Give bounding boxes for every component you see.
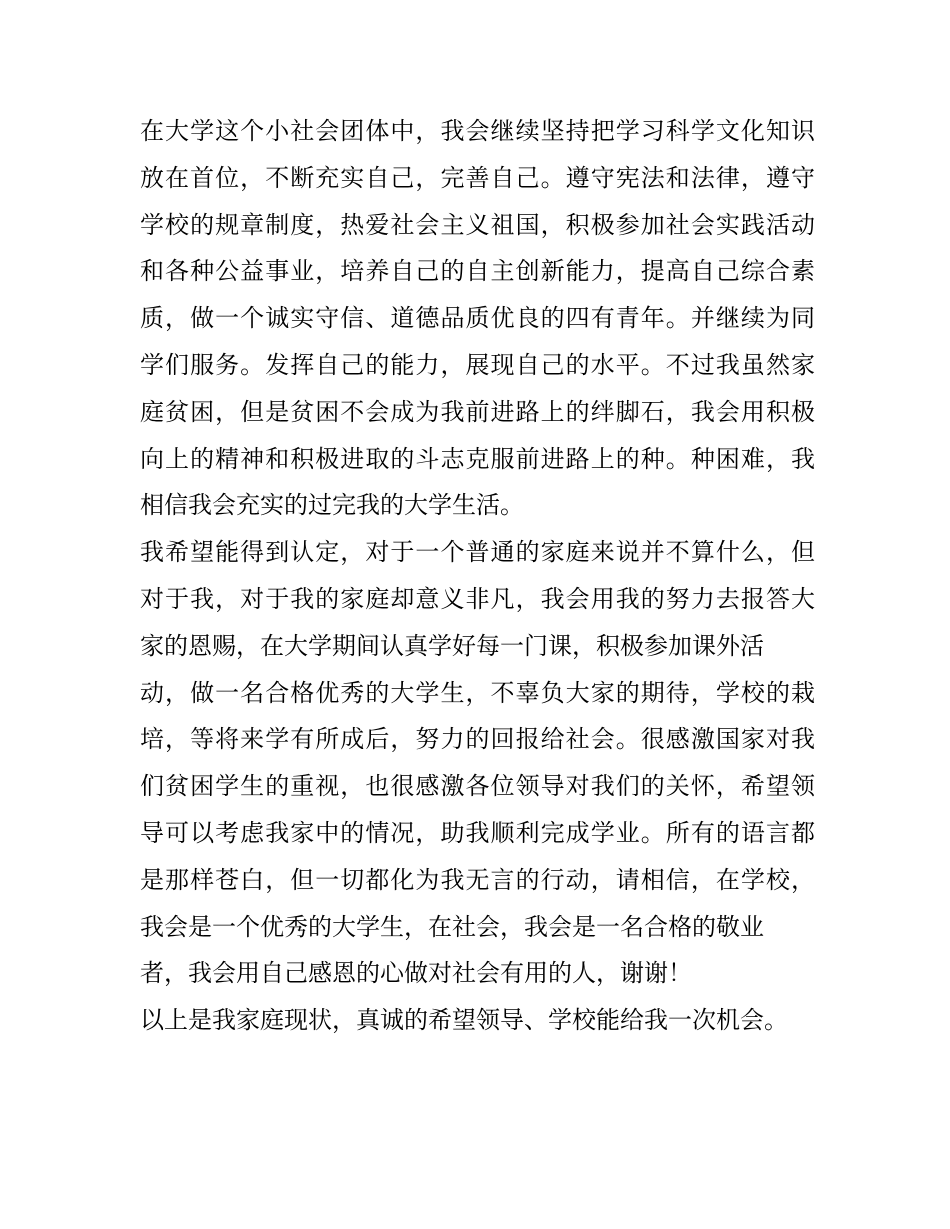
text-line: 向上的精神和积极进取的斗志克服前进路上的种。种困难，我 xyxy=(140,444,815,473)
text-line: 以上是我家庭现状，真诚的希望领导、学校能给我一次机会。 xyxy=(140,1006,788,1035)
text-line: 导可以考虑我家中的情况，助我顺利完成学业。所有的语言都 xyxy=(140,818,815,847)
paragraph-3 xyxy=(140,997,815,1044)
text-line: 是那样苍白，但一切都化为我无言的行动，请相信，在学校， xyxy=(140,865,815,894)
document-body xyxy=(140,108,815,1044)
text-line: 们贫困学生的重视，也很感激各位领导对我们的关怀，希望领 xyxy=(140,772,815,801)
text-line: 庭贫困，但是贫困不会成为我前进路上的绊脚石，我会用积极 xyxy=(140,397,815,426)
text-line: 动，做一名合格优秀的大学生，不辜负大家的期待，学校的栽 xyxy=(140,678,815,707)
text-line: 我会是一个优秀的大学生，在社会，我会是一名合格的敬业 xyxy=(140,912,764,941)
text-line: 和各种公益事业，培养自己的自主创新能力，提高自己综合素 xyxy=(140,257,815,286)
text-line: 者，我会用自己感恩的心做对社会有用的人，谢谢！ xyxy=(140,959,692,988)
paragraph-2 xyxy=(140,529,815,997)
text-line: 放在首位，不断充实自己，完善自己。遵守宪法和法律，遵守 xyxy=(140,163,815,192)
text-line: 我希望能得到认定，对于一个普通的家庭来说并不算什么，但 xyxy=(140,538,815,567)
text-line: 在大学这个小社会团体中，我会继续坚持把学习科学文化知识 xyxy=(140,117,815,145)
text-line: 质，做一个诚实守信、道德品质优良的四有青年。并继续为同 xyxy=(140,304,815,333)
text-line: 相信我会充实的过完我的大学生活。 xyxy=(140,491,524,520)
text-line: 家的恩赐，在大学期间认真学好每一门课，积极参加课外活 xyxy=(140,631,764,660)
text-line: 学校的规章制度，热爱社会主义祖国，积极参加社会实践活动 xyxy=(140,210,815,239)
paragraph-1 xyxy=(140,108,815,529)
text-line: 学们服务。发挥自己的能力，展现自己的水平。不过我虽然家 xyxy=(140,350,815,379)
text-line: 培，等将来学有所成后，努力的回报给社会。很感激国家对我 xyxy=(140,725,815,754)
text-line: 对于我，对于我的家庭却意义非凡，我会用我的努力去报答大 xyxy=(140,584,815,613)
